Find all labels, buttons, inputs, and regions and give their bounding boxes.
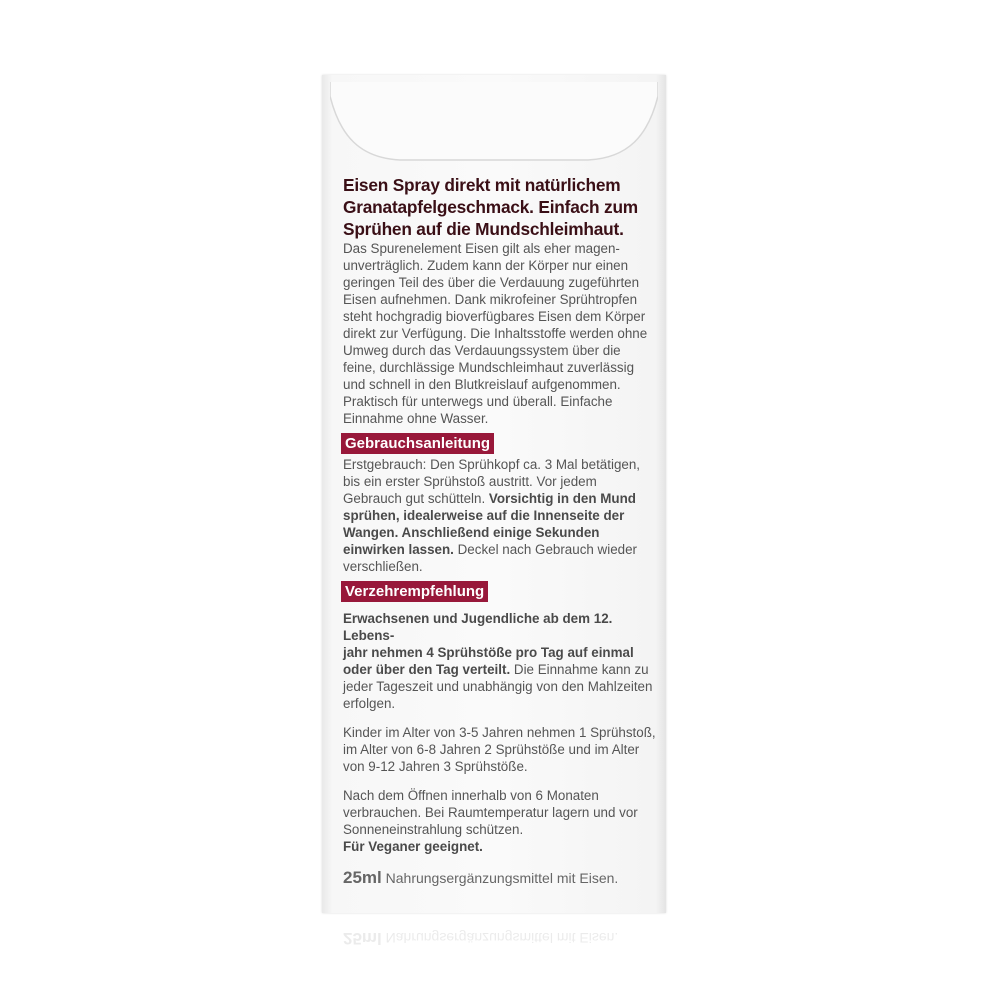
text-line <box>343 376 663 393</box>
text-segment: Vorsichtig in den Mund <box>488 491 636 506</box>
paragraph-gap <box>343 712 663 724</box>
text-segment: verschließen. <box>343 559 423 574</box>
text-line <box>343 558 663 575</box>
text-segment: Praktisch für unterwegs und überall. Einfache <box>343 394 613 409</box>
headline <box>343 174 663 240</box>
text-segment: Sonneneinstrahlung schützen. <box>343 822 524 837</box>
text-line <box>343 490 663 507</box>
volume: 25ml <box>343 868 382 887</box>
text-line <box>343 308 663 325</box>
usage-section-title: Gebrauchsanleitung <box>341 433 494 454</box>
text-line <box>343 695 663 712</box>
text-segment: Gebrauch gut schütteln. <box>343 491 489 506</box>
usage-paragraph <box>343 456 663 575</box>
text-segment: sprühen, idealerweise auf die Innenseite der <box>343 508 625 523</box>
text-segment: verbrauchen. Bei Raumtemperatur lagern und vor <box>343 805 638 820</box>
text-segment: Wangen. Anschließend einige Sekunden <box>343 525 600 540</box>
text-line <box>343 787 663 804</box>
text-line <box>343 410 663 427</box>
intro-paragraph <box>343 240 663 427</box>
text-line <box>343 741 663 758</box>
text-line <box>343 821 663 838</box>
text-line <box>343 342 663 359</box>
text-segment: feine, durchlässige Mundschleimhaut zuverlässig <box>343 360 635 375</box>
text-line <box>343 456 663 473</box>
text-segment: im Alter von 6-8 Jahren 2 Sprühstöße und im Alter <box>343 742 640 757</box>
text-line <box>343 291 663 308</box>
text-segment: Für Veganer geeignet. <box>343 839 483 854</box>
text-line <box>343 507 663 524</box>
reflection <box>343 928 618 948</box>
text-segment: Erstgebrauch: Den Sprühkopf ca. 3 Mal betätigen, <box>343 457 641 472</box>
box-lid-flap <box>330 76 658 162</box>
text-line <box>343 644 663 661</box>
text-segment: steht hochgradig bioverfügbares Eisen dem Körper <box>343 309 646 324</box>
text-segment: bis ein erster Sprühstoß austritt. Vor jedem <box>343 474 597 489</box>
dosage-paragraph <box>343 610 663 855</box>
headline-line: Granatapfelgeschmack. Einfach zum <box>343 197 638 217</box>
headline-line: Sprühen auf die Mundschleimhaut. <box>343 219 624 239</box>
text-segment: Erwachsenen und Jugendliche ab dem 12. Lebens- <box>343 611 613 643</box>
text-segment: Nach dem Öffnen innerhalb von 6 Monaten <box>343 788 599 803</box>
text-segment: geringen Teil des über die Verdauung zugeführten <box>343 275 640 290</box>
text-segment: erfolgen. <box>343 696 396 711</box>
text-segment: jeder Tageszeit und unabhängig von den Mahlzeiten <box>343 679 653 694</box>
text-line <box>343 274 663 291</box>
text-line <box>343 524 663 541</box>
text-segment: Umweg durch das Verdauungssystem über die <box>343 343 621 358</box>
text-segment: oder über den Tag verteilt. <box>343 662 511 677</box>
text-line <box>343 393 663 410</box>
text-line <box>343 541 663 558</box>
footer <box>343 868 618 888</box>
text-line <box>343 610 663 644</box>
text-segment: Kinder im Alter von 3-5 Jahren nehmen 1 Sprühstoß, <box>343 725 656 740</box>
text-segment: von 9-12 Jahren 3 Sprühstöße. <box>343 759 528 774</box>
text-line <box>343 473 663 490</box>
text-segment: Das Spurenelement Eisen gilt als eher magen- <box>343 241 620 256</box>
text-segment: Einnahme ohne Wasser. <box>343 411 489 426</box>
text-segment: Eisen aufnehmen. Dank mikrofeiner Sprühtropfen <box>343 292 638 307</box>
text-segment: Die Einnahme kann zu <box>510 662 649 677</box>
reflection-volume: 25ml <box>343 929 382 948</box>
text-line <box>343 257 663 274</box>
text-segment: einwirken lassen. <box>343 542 454 557</box>
text-line <box>343 359 663 376</box>
text-segment: unverträglich. Zudem kann der Körper nur einen <box>343 258 629 273</box>
text-line <box>343 661 663 678</box>
text-line <box>343 758 663 775</box>
reflection-description: Nahrungsergänzungsmittel mit Eisen. <box>381 930 619 946</box>
product-description: Nahrungsergänzungsmittel mit Eisen. <box>381 870 619 886</box>
text-segment: jahr nehmen 4 Sprühstöße pro Tag auf einmal <box>343 645 634 660</box>
text-line <box>343 678 663 695</box>
text-segment: direkt zur Verfügung. Die Inhaltsstoffe werden ohne <box>343 326 648 341</box>
text-line <box>343 240 663 257</box>
dosage-section-title: Verzehrempfehlung <box>341 581 488 602</box>
text-line <box>343 838 663 855</box>
text-line <box>343 724 663 741</box>
paragraph-gap <box>343 775 663 787</box>
text-segment: und schnell in den Blutkreislauf aufgenommen. <box>343 377 621 392</box>
headline-line: Eisen Spray direkt mit natürlichem <box>343 175 621 195</box>
text-segment: Deckel nach Gebrauch wieder <box>453 542 638 557</box>
text-line <box>343 804 663 821</box>
box-text <box>343 174 663 855</box>
text-line <box>343 325 663 342</box>
